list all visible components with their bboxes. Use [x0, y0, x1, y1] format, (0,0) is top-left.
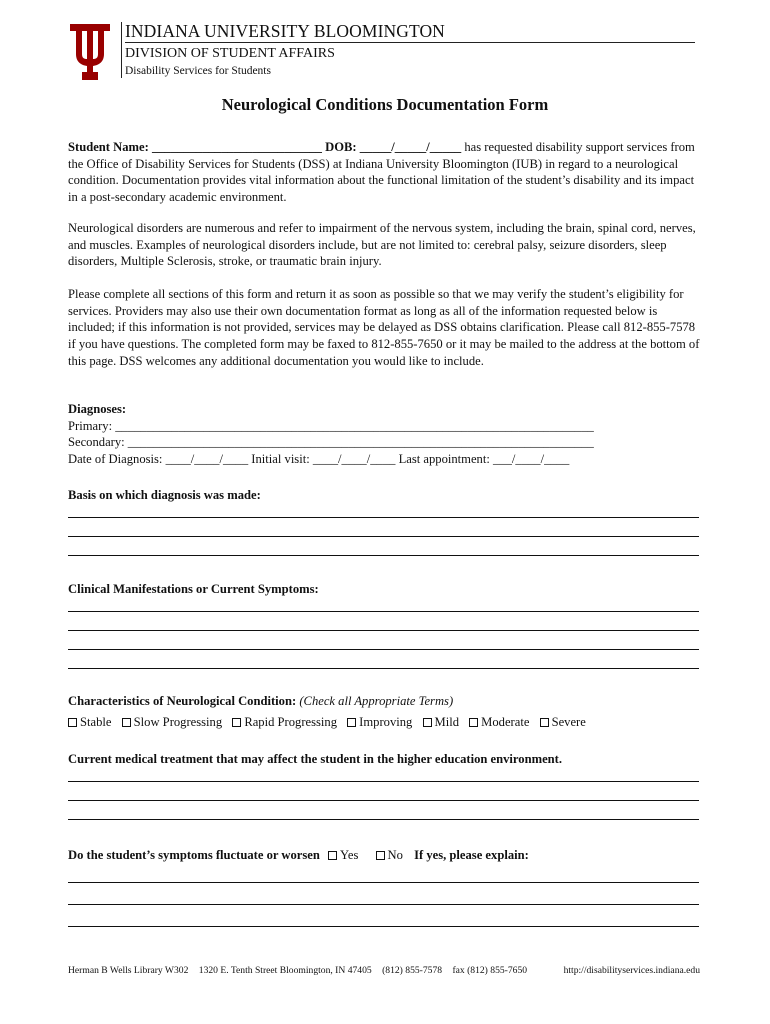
characteristics-label: Characteristics of Neurological Condition:: [68, 694, 297, 708]
department-name: Disability Services for Students: [125, 65, 271, 77]
checkbox-stable[interactable]: [68, 718, 77, 727]
neurological-description: Neurological disorders are numerous and refer to impairment of the nervous system, including the brain, spinal cord, nerves, and muscles. Examples of neurological disorders include, but are not limited to: cerebral palsy, seizure disorders, sleep disorders, Multiple Sclerosis, stroke, or traumatic brain injury.: [68, 221, 696, 269]
option-slow-progressing[interactable]: Slow Progressing: [122, 715, 223, 729]
university-name: INDIANA UNIVERSITY BLOOMINGTON: [125, 21, 445, 41]
intro-text: has requested disability support services from the Office of Disability Services for Students (DSS) at Indiana University Bloomington (IUB) in regard to a neurological condition. Documentation provides vital information about the functional limitation of the student’s disability and its impact in a post-secondary academic environment.: [68, 140, 695, 205]
characteristics-heading: [68, 693, 453, 710]
checkbox-moderate[interactable]: [469, 718, 478, 727]
explain-answer-lines[interactable]: [68, 882, 699, 927]
checkbox-improving[interactable]: [347, 718, 356, 727]
clinical-answer-lines[interactable]: [68, 611, 699, 669]
checkbox-no[interactable]: [376, 851, 385, 860]
checkbox-slow-progressing[interactable]: [122, 718, 131, 727]
footer-url[interactable]: http://disabilityservices.indiana.edu: [563, 965, 700, 976]
footer-address: 1320 E. Tenth Street Bloomington, IN 47405: [198, 965, 372, 976]
division-name: DIVISION OF STUDENT AFFAIRS: [125, 46, 335, 61]
diagnosis-dates-field[interactable]: Date of Diagnosis: ____/____/____ Initial visit: ____/____/____ Last appointment: ___/____/____: [68, 451, 570, 466]
characteristics-note: (Check all Appropriate Terms): [299, 694, 454, 708]
option-rapid-progressing[interactable]: Rapid Progressing: [232, 715, 337, 729]
footer-fax: fax (812) 855-7650: [452, 965, 528, 976]
characteristics-options: [68, 714, 593, 731]
yes-label: Yes: [340, 848, 359, 862]
option-mild[interactable]: Mild: [423, 715, 460, 729]
checkbox-mild[interactable]: [423, 718, 432, 727]
primary-diagnosis-field[interactable]: Primary: ____________________________________________________________________________: [68, 418, 594, 433]
treatment-heading: Current medical treatment that may affect the student in the higher education environment.: [68, 752, 563, 766]
page-footer: [68, 965, 700, 976]
checkbox-severe[interactable]: [540, 718, 549, 727]
fluctuate-followup: If yes, please explain:: [414, 848, 529, 862]
checkbox-yes[interactable]: [328, 851, 337, 860]
instructions-paragraph: Please complete all sections of this form and return it as soon as possible so that we may verify the student’s eligibility for services. Providers may also use their own documentation format as long as all of the information requested below is included; if this information is not provided, services may be delayed as DSS obtains clarification. Please call 812-855-7578 if you have questions. The completed form may be faxed to 812-855-7650 or it may be mailed to the address at the bottom of this page. DSS welcomes any additional documentation you would like to include.: [68, 287, 700, 368]
treatment-answer-lines[interactable]: [68, 781, 699, 820]
header-vertical-rule: [121, 22, 122, 78]
iu-trident-logo: [68, 24, 112, 80]
fluctuate-row: [68, 847, 529, 864]
clinical-heading: Clinical Manifestations or Current Symptoms:: [68, 582, 319, 596]
secondary-diagnosis-field[interactable]: Secondary: __________________________________________________________________________: [68, 435, 594, 450]
intro-paragraph: [68, 139, 704, 206]
footer-location: Herman B Wells Library W302: [68, 965, 189, 976]
basis-answer-lines[interactable]: [68, 517, 699, 556]
diagnoses-section: [68, 401, 594, 467]
checkbox-rapid-progressing[interactable]: [232, 718, 241, 727]
form-title: Neurological Conditions Documentation Form: [221, 95, 549, 114]
option-stable[interactable]: Stable: [68, 715, 111, 729]
footer-phone: (812) 855-7578: [382, 965, 443, 976]
no-label: No: [387, 848, 403, 862]
option-severe[interactable]: Severe: [540, 715, 586, 729]
header-divider: [125, 42, 695, 43]
diagnoses-heading: Diagnoses:: [68, 402, 127, 416]
student-name-dob-fields[interactable]: Student Name: ___________________________ DOB: _____/_____/_____: [68, 140, 462, 154]
option-moderate[interactable]: Moderate: [469, 715, 529, 729]
fluctuate-question: Do the student’s symptoms fluctuate or worsen: [68, 848, 320, 862]
basis-heading: Basis on which diagnosis was made:: [68, 488, 261, 502]
option-improving[interactable]: Improving: [347, 715, 412, 729]
